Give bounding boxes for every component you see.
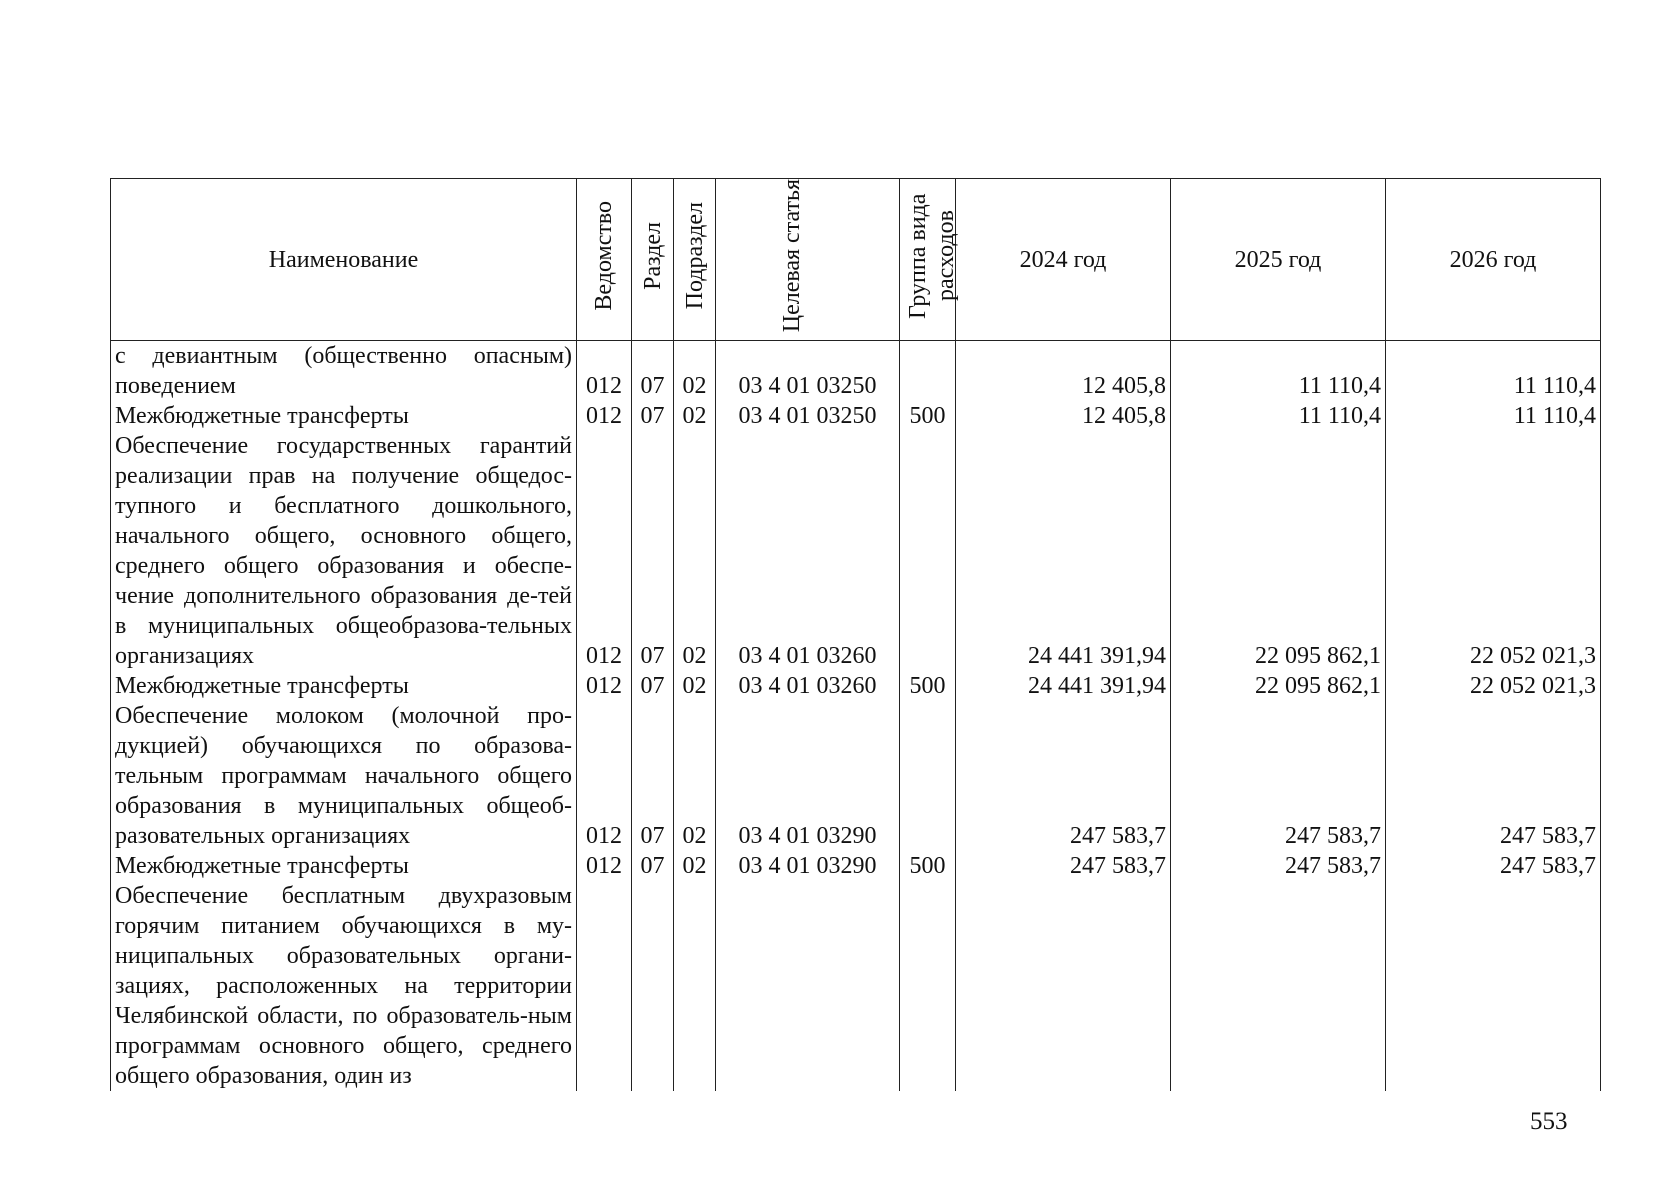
row-2024: 24 441 391,94: [956, 671, 1171, 701]
row-gruppa: 500: [900, 851, 956, 881]
row-2025: 247 583,7: [1171, 851, 1386, 881]
row-name: Межбюджетные трансферты: [111, 851, 577, 881]
header-2025: 2025 год: [1171, 179, 1386, 341]
row-name: Межбюджетные трансферты: [111, 401, 577, 431]
row-name: Обеспечение бесплатным двухразовым горячим питанием обучающихся в му-ниципальных образовательных органи-зациях, расположенных на территории Челябинской области, по образователь-ным программам основного общего, среднего общего образования, один из: [111, 881, 577, 1091]
row-celevaya: 03 4 01 03250: [716, 341, 900, 402]
row-celevaya: [716, 881, 900, 1091]
row-podrazdel: 02: [674, 341, 716, 402]
row-vedomstvo: [577, 881, 632, 1091]
header-name: Наименование: [111, 179, 577, 341]
budget-table: [110, 178, 1601, 1091]
header-row: [111, 179, 1601, 341]
row-2025: 247 583,7: [1171, 701, 1386, 851]
row-2026: 11 110,4: [1386, 401, 1601, 431]
row-razdel: 07: [632, 671, 674, 701]
row-name: с девиантным (общественно опасным) поведением: [111, 341, 577, 402]
row-podrazdel: [674, 881, 716, 1091]
row-vedomstvo: 012: [577, 851, 632, 881]
row-2026: 22 052 021,3: [1386, 431, 1601, 671]
row-podrazdel: 02: [674, 701, 716, 851]
header-podrazdel: Подраздел: [674, 179, 716, 341]
row-gruppa: [900, 881, 956, 1091]
row-vedomstvo: 012: [577, 431, 632, 671]
header-gruppa: Группа вида расходов: [900, 179, 956, 341]
row-gruppa: [900, 701, 956, 851]
header-razdel: Раздел: [632, 179, 674, 341]
row-podrazdel: 02: [674, 431, 716, 671]
row-vedomstvo: 012: [577, 701, 632, 851]
row-2026: 247 583,7: [1386, 701, 1601, 851]
row-2026: 22 052 021,3: [1386, 671, 1601, 701]
table-row: [111, 851, 1601, 881]
row-gruppa: 500: [900, 401, 956, 431]
header-2026: 2026 год: [1386, 179, 1601, 341]
row-podrazdel: 02: [674, 671, 716, 701]
row-celevaya: 03 4 01 03260: [716, 431, 900, 671]
row-celevaya: 03 4 01 03290: [716, 701, 900, 851]
row-vedomstvo: 012: [577, 401, 632, 431]
table-row: [111, 701, 1601, 851]
row-podrazdel: 02: [674, 851, 716, 881]
header-celevaya: Целевая статья: [716, 179, 900, 341]
row-2024: 12 405,8: [956, 401, 1171, 431]
row-celevaya: 03 4 01 03260: [716, 671, 900, 701]
row-razdel: 07: [632, 701, 674, 851]
row-gruppa: [900, 431, 956, 671]
row-razdel: 07: [632, 851, 674, 881]
row-podrazdel: 02: [674, 401, 716, 431]
table-row: [111, 671, 1601, 701]
row-vedomstvo: 012: [577, 341, 632, 402]
row-2024: 12 405,8: [956, 341, 1171, 402]
row-2024: 247 583,7: [956, 851, 1171, 881]
row-celevaya: 03 4 01 03250: [716, 401, 900, 431]
header-vedomstvo: Ведомство: [577, 179, 632, 341]
row-razdel: [632, 881, 674, 1091]
table-row: [111, 881, 1601, 1091]
row-2024: 24 441 391,94: [956, 431, 1171, 671]
table-row: [111, 401, 1601, 431]
row-name: Обеспечение государственных гарантий реализации прав на получение общедос-тупного и бесплатного дошкольного, начального общего, основного общего, среднего общего образования и обеспе-чение дополнительного образования де-тей в муниципальных общеобразова-тельных организациях: [111, 431, 577, 671]
row-razdel: 07: [632, 341, 674, 402]
row-2025: 22 095 862,1: [1171, 431, 1386, 671]
page-number: 553: [1530, 1108, 1568, 1135]
row-2025: 22 095 862,1: [1171, 671, 1386, 701]
row-vedomstvo: 012: [577, 671, 632, 701]
row-gruppa: 500: [900, 671, 956, 701]
row-razdel: 07: [632, 401, 674, 431]
table-row: [111, 431, 1601, 671]
table-row: [111, 341, 1601, 402]
row-celevaya: 03 4 01 03290: [716, 851, 900, 881]
row-name: Обеспечение молоком (молочной про-дукцией) обучающихся по образова-тельным программам начального общего образования в муниципальных общеоб-разовательных организациях: [111, 701, 577, 851]
row-2024: [956, 881, 1171, 1091]
header-2024: 2024 год: [956, 179, 1171, 341]
row-2025: [1171, 881, 1386, 1091]
row-2024: 247 583,7: [956, 701, 1171, 851]
row-2026: [1386, 881, 1601, 1091]
row-2026: 11 110,4: [1386, 341, 1601, 402]
row-2025: 11 110,4: [1171, 401, 1386, 431]
row-razdel: 07: [632, 431, 674, 671]
row-2025: 11 110,4: [1171, 341, 1386, 402]
row-name: Межбюджетные трансферты: [111, 671, 577, 701]
row-gruppa: [900, 341, 956, 402]
row-2026: 247 583,7: [1386, 851, 1601, 881]
